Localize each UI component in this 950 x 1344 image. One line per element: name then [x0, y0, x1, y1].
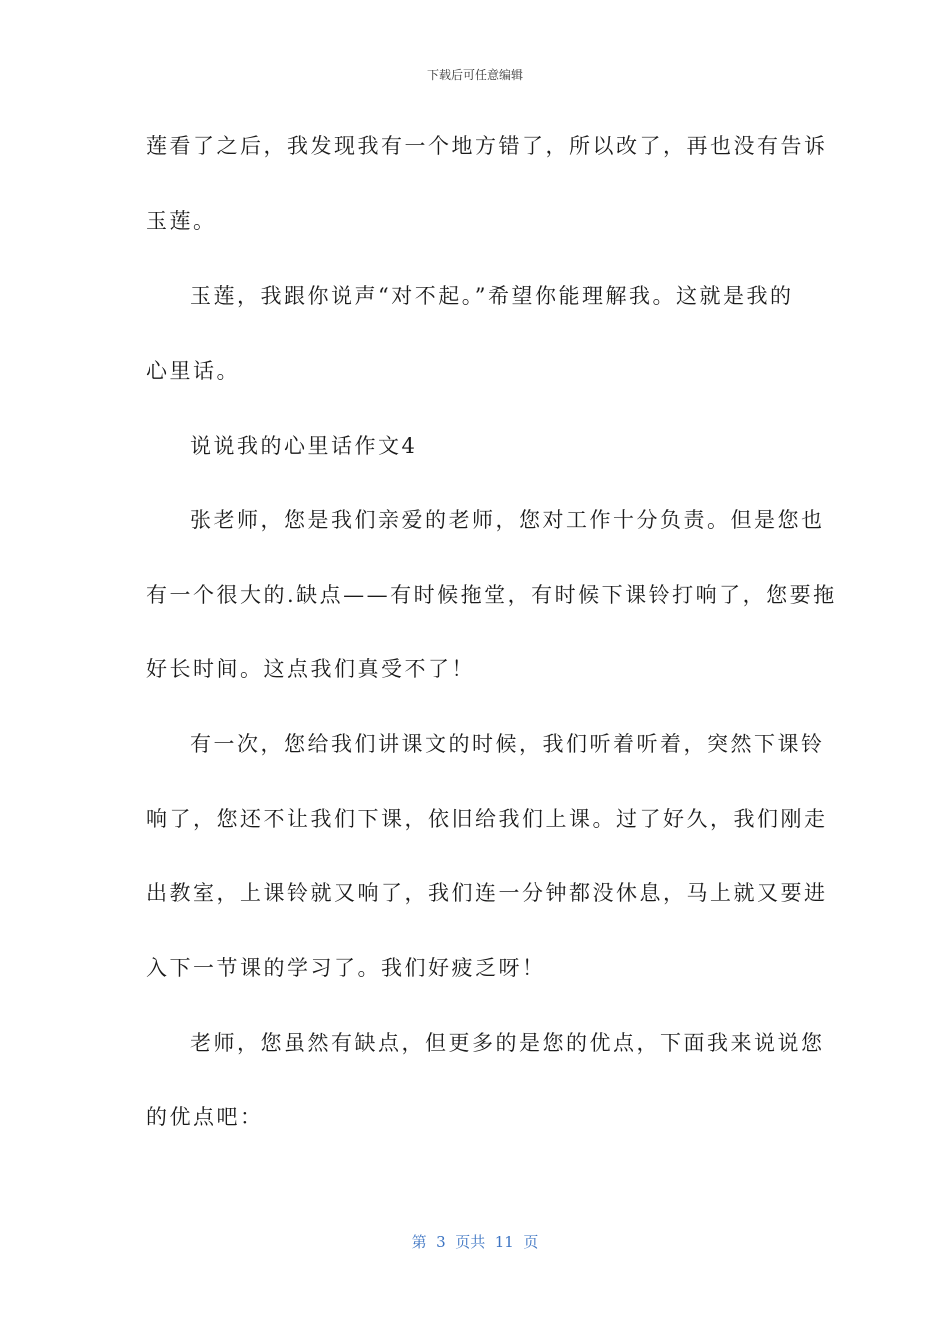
- page-header: 下载后可任意编辑: [426, 68, 523, 82]
- page-footer: 第 3 页共 11 页: [411, 1233, 539, 1251]
- text-line: 玉莲。: [146, 209, 217, 233]
- text-line: 的优点吧：: [146, 1105, 264, 1129]
- text-line: 有一个很大的.缺点——有时候拖堂，有时候下课铃打响了，您要拖: [146, 583, 837, 607]
- text-line: 入下一节课的学习了。我们好疲乏呀！: [146, 956, 546, 980]
- text-line: 张老师，您是我们亲爱的老师，您对工作十分负责。但是您也: [190, 508, 825, 532]
- section-title: 说说我的心里话作文4: [190, 434, 418, 458]
- text-line: 好长时间。这点我们真受不了！: [146, 657, 475, 681]
- text-line: 有一次，您给我们讲课文的时候，我们听着听着，突然下课铃: [190, 732, 825, 756]
- text-line: 老师，您虽然有缺点，但更多的是您的优点，下面我来说说您: [190, 1031, 825, 1055]
- text-line: 玉莲，我跟你说声“对不起。”希望你能理解我。这就是我的: [190, 284, 794, 308]
- text-line: 莲看了之后，我发现我有一个地方错了，所以改了，再也没有告诉: [146, 134, 828, 158]
- text-line: 响了，您还不让我们下课，依旧给我们上课。过了好久，我们刚走: [146, 807, 828, 831]
- text-line: 心里话。: [146, 359, 240, 383]
- text-line: 出教室，上课铃就又响了，我们连一分钟都没休息，马上就又要进: [146, 881, 828, 905]
